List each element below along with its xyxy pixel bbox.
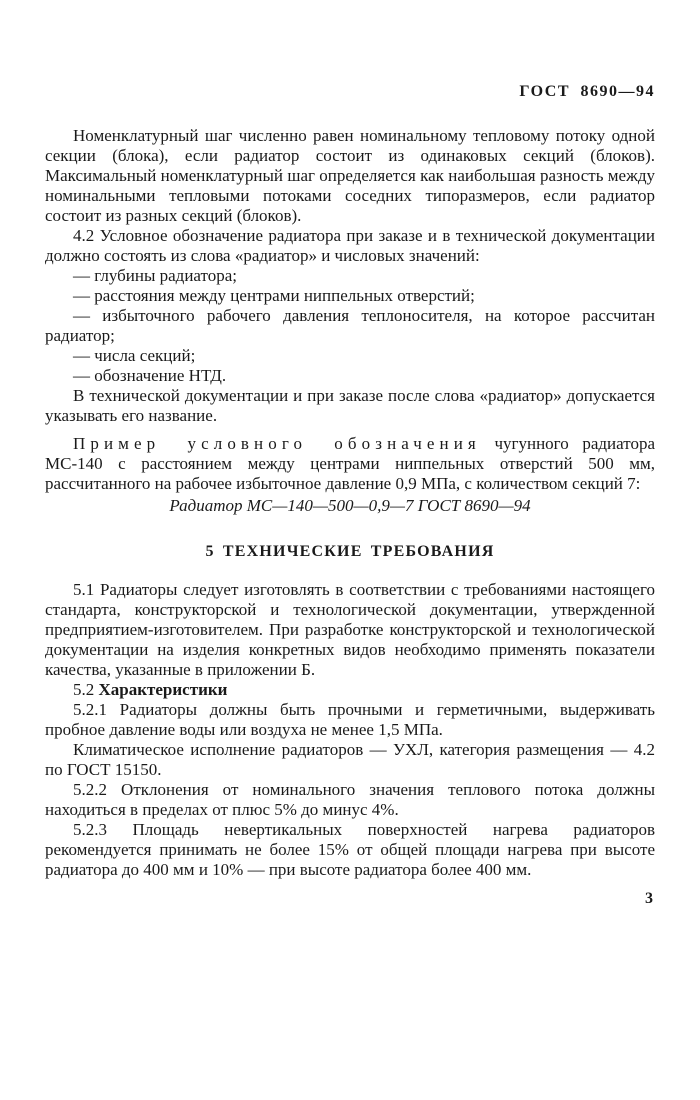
- paragraph-5-2-3-surface-area: 5.2.3 Площадь невертикальных поверхностей нагрева радиаторов рекомендуется принимать не более 15% от общей площади нагрева при высоте радиатора до 400 мм и 10% — при высоте радиатора более 400 мм.: [45, 820, 655, 879]
- paragraph-4-2-designation-rule: 4.2 Условное обозначение радиатора при заказе и в технической документации должно состоять из слова «радиатор» и числовых значений:: [45, 226, 655, 265]
- page-content: [45, 126, 655, 880]
- page-number: 3: [645, 890, 653, 907]
- example-intro-spaced-text: Пример условного обозначения: [73, 434, 481, 453]
- list-item-nipple-distance: — расстояния между центрами ниппельных отверстий;: [73, 286, 475, 305]
- paragraph-5-2-1-strength: 5.2.1 Радиаторы должны быть прочными и герметичными, выдерживать пробное давление воды или воздуха не менее 1,5 МПа.: [45, 700, 655, 739]
- paragraph-example-intro: [45, 434, 655, 494]
- example-designation: Радиатор МС—140—500—0,9—7 ГОСТ 8690—94: [169, 496, 531, 515]
- paragraph-5-2-2-deviations: 5.2.2 Отклонения от номинального значения теплового потока должны находиться в пределах от плюс 5% до минус 4%.: [45, 780, 655, 819]
- example-intro-rest-text: чугунного радиатора МС-140 с расстоянием между центрами ниппельных отверстий 500 мм, рассчитанного на рабочее избыточное давление 0,9 МПа, с количеством секций 7:: [45, 434, 655, 493]
- list-item-depth: — глубины радиатора;: [73, 266, 238, 285]
- list-item-section-count: — числа секций;: [73, 346, 196, 365]
- section-heading-5: 5 ТЕХНИЧЕСКИЕ ТРЕБОВАНИЯ: [205, 543, 495, 560]
- paragraph-climate-version: Климатическое исполнение радиаторов — УХЛ, категория размещения — 4.2 по ГОСТ 15150.: [45, 740, 655, 779]
- list-item-ntd-designation: — обозначение НТД.: [73, 366, 227, 385]
- paragraph-doc-order-note: В технической документации и при заказе после слова «радиатор» допускается указывать его название.: [45, 386, 655, 425]
- subsection-5-2-heading: [45, 680, 655, 700]
- list-item-working-pressure: — избыточного рабочего давления теплоносителя, на которое рассчитан радиатор;: [45, 306, 655, 345]
- subsection-number: 5.2: [73, 680, 95, 699]
- doc-header: [45, 84, 655, 100]
- paragraph-5-1-manufacturing: 5.1 Радиаторы следует изготовлять в соответствии с требованиями настоящего стандарта, конструкторской и технологической документации, утвержденной предприятием-изготовителем. При разработке конструкторской и технологической документации на изделия конкретных видов необходимо применять показатели качества, указанные в приложении Б.: [45, 580, 655, 679]
- paragraph-nomenclature-step: Номенклатурный шаг численно равен номинальному тепловому потоку одной секции (блока), если радиатор состоит из одинаковых секций (блоков). Максимальный номенклатурный шаг определяется как наибольшая разность между номинальными тепловыми потоками соседних типоразмеров, если радиатор состоит из разных секций (блоков).: [45, 126, 655, 225]
- subsection-title: Характеристики: [98, 680, 228, 699]
- doc-number: ГОСТ 8690—94: [519, 83, 655, 100]
